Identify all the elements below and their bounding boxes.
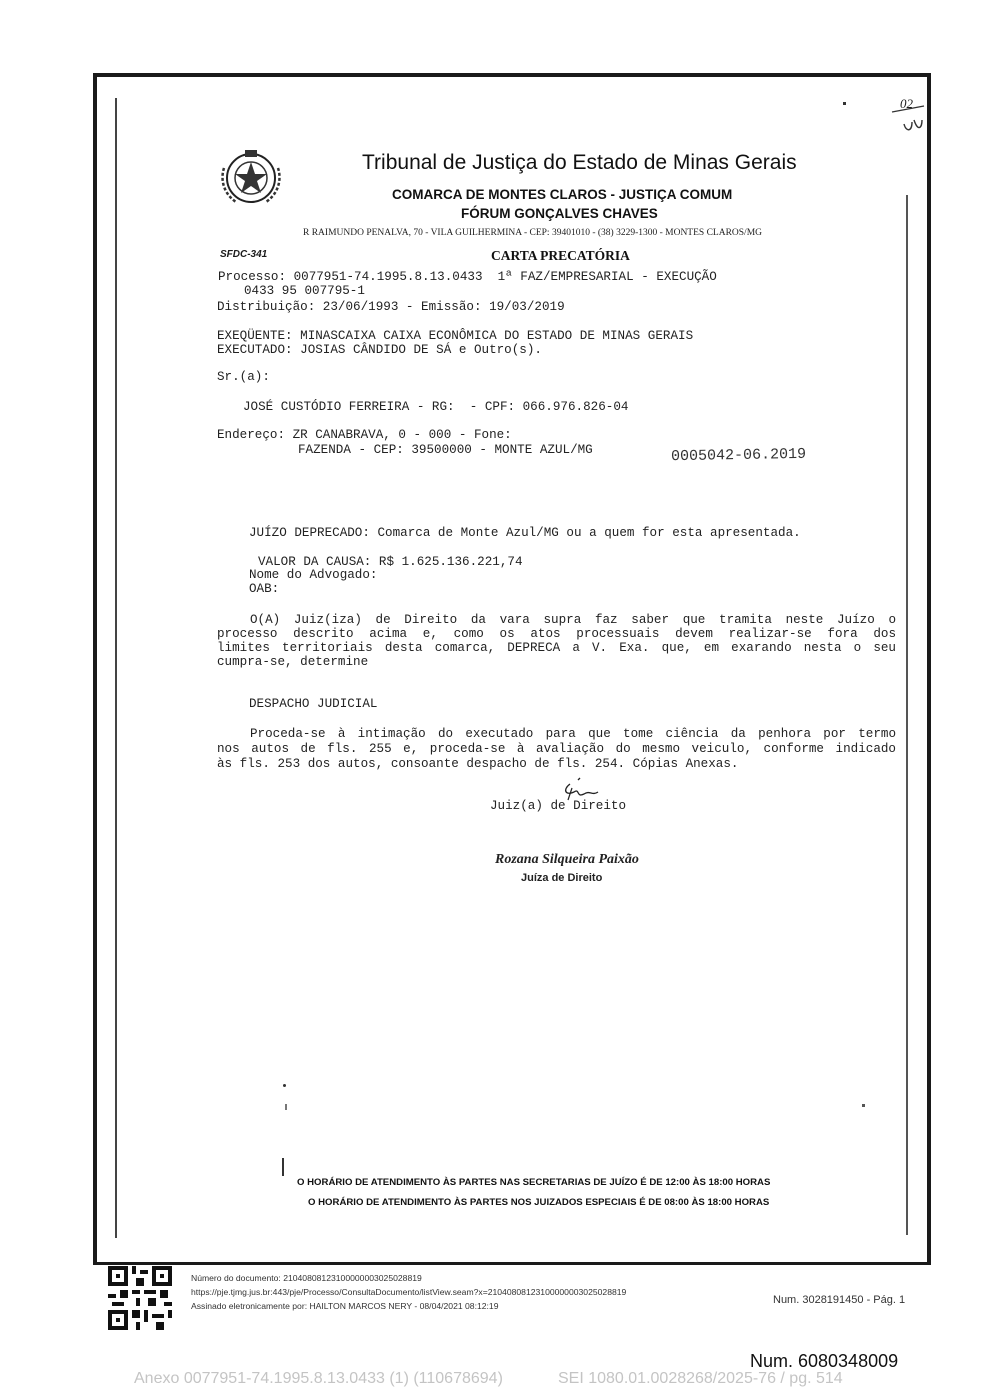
despacho-line-2: nos autos de fls. 255 e, proceda-se à avaliação do mesmo veiculo, conforme indicado [217,742,896,756]
body-line-1: O(A) Juiz(iza) de Direito da vara supra faz saber que tramita neste Juízo o [250,613,896,627]
stamped-number: 0005042-06.2019 [670,445,807,466]
judge-name: Rozana Silqueira Paixão [495,852,639,867]
coat-of-arms-icon [218,148,284,208]
footer-url[interactable]: https://pje.tjmg.jus.br:443/pje/Processo/ConsultaDocumento/listView.seam?x=21040808123100000003025028819 [191,1287,627,1297]
scan-border-top [93,73,931,77]
scan-speck [862,1104,865,1107]
qr-code [108,1266,172,1330]
corner-folio-mark [886,98,930,138]
notice-juizados: O HORÁRIO DE ATENDIMENTO ÀS PARTES NOS JUIZADOS ESPECIAIS É DE 08:00 ÀS 18:00 HORAS [308,1197,770,1208]
judge-title: Juíza de Direito [521,872,603,884]
annex-right: SEI 1080.01.0028268/2025-76 / pg. 514 [558,1370,843,1387]
oab-field: OAB: [249,582,280,596]
scan-border-right [927,73,931,1265]
exequente-line: EXEQÜENTE: MINASCAIXA CAIXA ECONÔMICA DO ESTADO DE MINAS GERAIS [217,329,694,343]
executado-line: EXECUTADO: JOSIAS CÂNDIDO DE SÁ e Outro(s). [217,343,542,357]
corner-note: 02 [900,96,913,111]
addressee-address-1: Endereço: ZR CANABRAVA, 0 - 000 - Fone: [217,428,512,442]
despacho-title: DESPACHO JUDICIAL [249,697,378,711]
qr-code-icon [108,1266,172,1330]
juizo-deprecado: JUÍZO DEPRECADO: Comarca de Monte Azul/MG ou a quem for esta apresentada. [249,526,801,540]
document-type: CARTA PRECATÓRIA [491,248,630,263]
scan-border-left [93,73,97,1265]
coat-of-arms-emblem [218,148,284,208]
scan-speck [283,1084,286,1087]
addressee-address-2: FAZENDA - CEP: 39500000 - MONTE AZUL/MG [298,443,593,457]
scan-border-bottom [93,1262,931,1265]
footer-num-page: Num. 3028191450 - Pág. 1 [773,1294,906,1306]
process-line: Processo: 0077951-74.1995.8.13.0433 1ª FAZ/EMPRESARIAL - EXECUÇÃO [218,270,717,284]
distribution-line: Distribuição: 23/06/1993 - Emissão: 19/03/2019 [217,300,565,314]
despacho-line-1: Proceda-se à intimação do executado para que tome ciência da penhora por termo [250,727,896,741]
addressee-name: JOSÉ CUSTÓDIO FERREIRA - RG: - CPF: 066.976.826-04 [243,400,629,414]
scan-speck [843,102,846,105]
scan-inner-line-right [906,195,908,1235]
signature-role: Juiz(a) de Direito [490,799,627,813]
forum-line: FÓRUM GONÇALVES CHAVES [461,206,658,221]
body-line-4: cumpra-se, determine [217,655,369,669]
scan-speck [285,1104,287,1110]
salutation: Sr.(a): [217,370,270,384]
footer-signed-by: Assinado eletronicamente por: HAILTON MARCOS NERY - 08/04/2021 08:12:19 [191,1301,499,1311]
despacho-line-3: às fls. 253 dos autos, consoante despacho de fls. 254. Cópias Anexas. [217,757,739,771]
advogado-name: Nome do Advogado: [249,568,378,582]
body-line-2: processo descrito acima e, como os atos processuais devem realizar-se fora dos [217,627,896,641]
court-title: Tribunal de Justiça do Estado de Minas Gerais [362,151,797,174]
big-num: Num. 6080348009 [750,1351,899,1371]
scan-inner-line-left [115,98,117,1238]
valor-causa: VALOR DA CAUSA: R$ 1.625.136.221,74 [258,555,523,569]
footer-doc-number: Número do documento: 21040808123100000003025028819 [191,1273,422,1283]
notice-secretarias: O HORÁRIO DE ATENDIMENTO ÀS PARTES NAS SECRETARIAS DE JUÍZO É DE 12:00 ÀS 18:00 HORAS [297,1177,771,1188]
forum-address: R RAIMUNDO PENALVA, 70 - VILA GUILHERMINA - CEP: 39401010 - (38) 3229-1300 - MONTES CLAROS/MG [303,228,763,238]
scan-speck [282,1158,284,1176]
comarca-line: COMARCA DE MONTES CLAROS - JUSTIÇA COMUM [392,187,733,202]
body-line-3: limites territoriais desta comarca, DEPRECA a V. Exa. que, em exarando nesta o seu [217,641,896,655]
process-old-number: 0433 95 007795-1 [244,284,365,298]
form-code: SFDC-341 [220,249,268,260]
annex-left: Anexo 0077951-74.1995.8.13.0433 (1) (110678694) [134,1370,503,1387]
